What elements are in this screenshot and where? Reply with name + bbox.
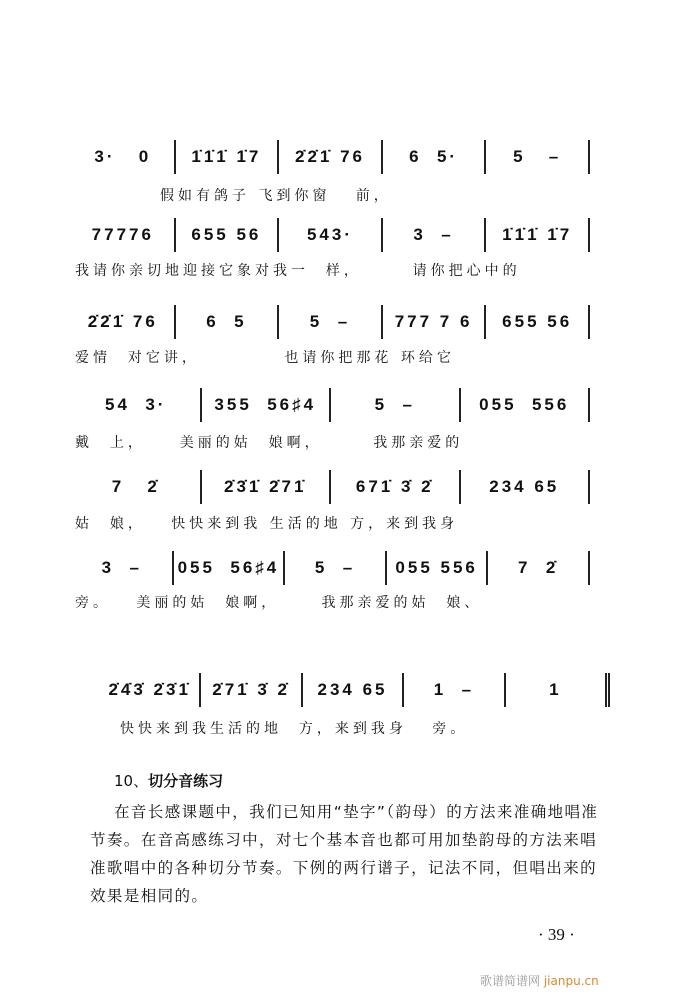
notes: 671̇ 3̇ 2̇ [355,477,434,496]
staff-line [100,673,610,707]
body-paragraph [90,798,610,910]
notes: 655 56 [502,312,573,331]
measure [72,140,176,174]
notes: 6 5 [206,312,247,331]
notes: 055 56♯4 [177,558,280,577]
notes: 7 2̇ [518,558,559,577]
measure [383,140,487,174]
measure [506,673,610,707]
measure [383,305,487,339]
staff-line [72,140,590,174]
notes: 77776 [91,225,154,244]
notes: 5 – [309,312,351,331]
notes: 2̇4̇3̇ 2̇3̇1̇ [108,680,191,699]
measure [72,218,176,252]
notes: 1̇1̇1̇ 1̇7 [502,225,573,244]
measure [331,470,461,504]
measure [176,305,280,339]
notes: 6 5· [409,147,459,166]
measure [303,673,404,707]
lyrics-line: 戴 上， 美丽的姑 娘啊， 我那亲爱的 [75,435,464,451]
section-heading [114,770,223,791]
notes: 5 – [513,147,562,166]
staff-line [72,218,590,252]
watermark-cn: 歌谱简谱网 [480,974,541,988]
notes: 5 – [374,395,415,414]
measure [461,470,591,504]
measure [202,470,332,504]
measure [279,140,383,174]
measure [72,551,174,585]
measure [461,388,591,422]
notes: 2̇3̇1̇ 2̇71̇ [224,477,307,496]
staff-line [72,305,590,339]
measure [176,140,280,174]
measure [331,388,461,422]
measure [279,305,383,339]
measure [486,140,590,174]
notes: 5 – [314,558,356,577]
section-number: 10、 [114,772,149,790]
staff-line [72,470,590,504]
notes: 655 56 [191,225,262,244]
measure [488,551,590,585]
notes: 355 56♯4 [214,395,317,414]
measure [285,551,387,585]
notes: 1 – [433,680,475,699]
staff-line [72,551,590,585]
notes: 54 3· [105,395,167,414]
measure [72,470,202,504]
notes: 2̇71̇ 3̇ 2̇ [212,680,290,699]
notes: 7 2̇ [111,477,160,496]
notes: 777 7 6 [394,312,473,331]
measure [387,551,489,585]
measure [72,388,202,422]
notes: 543· [306,225,353,244]
notes: 2̇2̇1̇ 76 [294,147,365,166]
measure [202,388,332,422]
notes: 3 – [413,225,454,244]
section-title: 切分音练习 [148,772,224,790]
notes: 055 556 [479,395,570,414]
notes: 3· 0 [94,147,152,166]
lyrics-line: 爱情 对它讲， 也请你把那花 环给它 [75,350,455,366]
lyrics-line: 假如有鸽子 飞到你窗 前， [160,188,392,204]
measure [486,305,590,339]
page-number: · 39 · [538,925,575,944]
notes: 055 556 [395,558,478,577]
watermark [480,972,599,989]
paragraph-text: 在音长感课题中，我们已知用“垫字”（韵母）的方法来准确地唱准节奏。在音高感练习中，对七个基本音也都可用加垫韵母的方法来唱准歌唱中的各种切分节奏。下例的两行谱子，记法不同，但唱出来的效果是相同的。 [90,803,599,905]
measure [201,673,302,707]
notes: 1̇1̇1̇ 1̇7 [191,147,262,166]
measure [100,673,201,707]
staff-line [72,388,590,422]
measure [404,673,505,707]
notes: 1 [549,680,562,699]
measure [383,218,487,252]
lyrics-line: 我请你亲切地迎接它象对我一 样， 请你把心中的 [75,263,521,279]
notes: 234 65 [489,477,560,496]
measure [279,218,383,252]
notes: 2̇2̇1̇ 76 [87,312,158,331]
measure [176,218,280,252]
notes: 234 65 [317,680,388,699]
measure [72,305,176,339]
watermark-url: jianpu.cn [543,974,599,988]
lyrics-line: 姑 娘， 快快来到我 生活的地 方，来到我身 [75,516,459,532]
measure [174,551,286,585]
lyrics-line: 旁。 美丽的姑 娘啊， 我那亲爱的姑 娘、 [75,595,483,611]
measure [486,218,590,252]
notes: 3 – [101,558,142,577]
lyrics-line: 快快来到我生活的地 方，来到我身 旁。 [120,721,469,737]
